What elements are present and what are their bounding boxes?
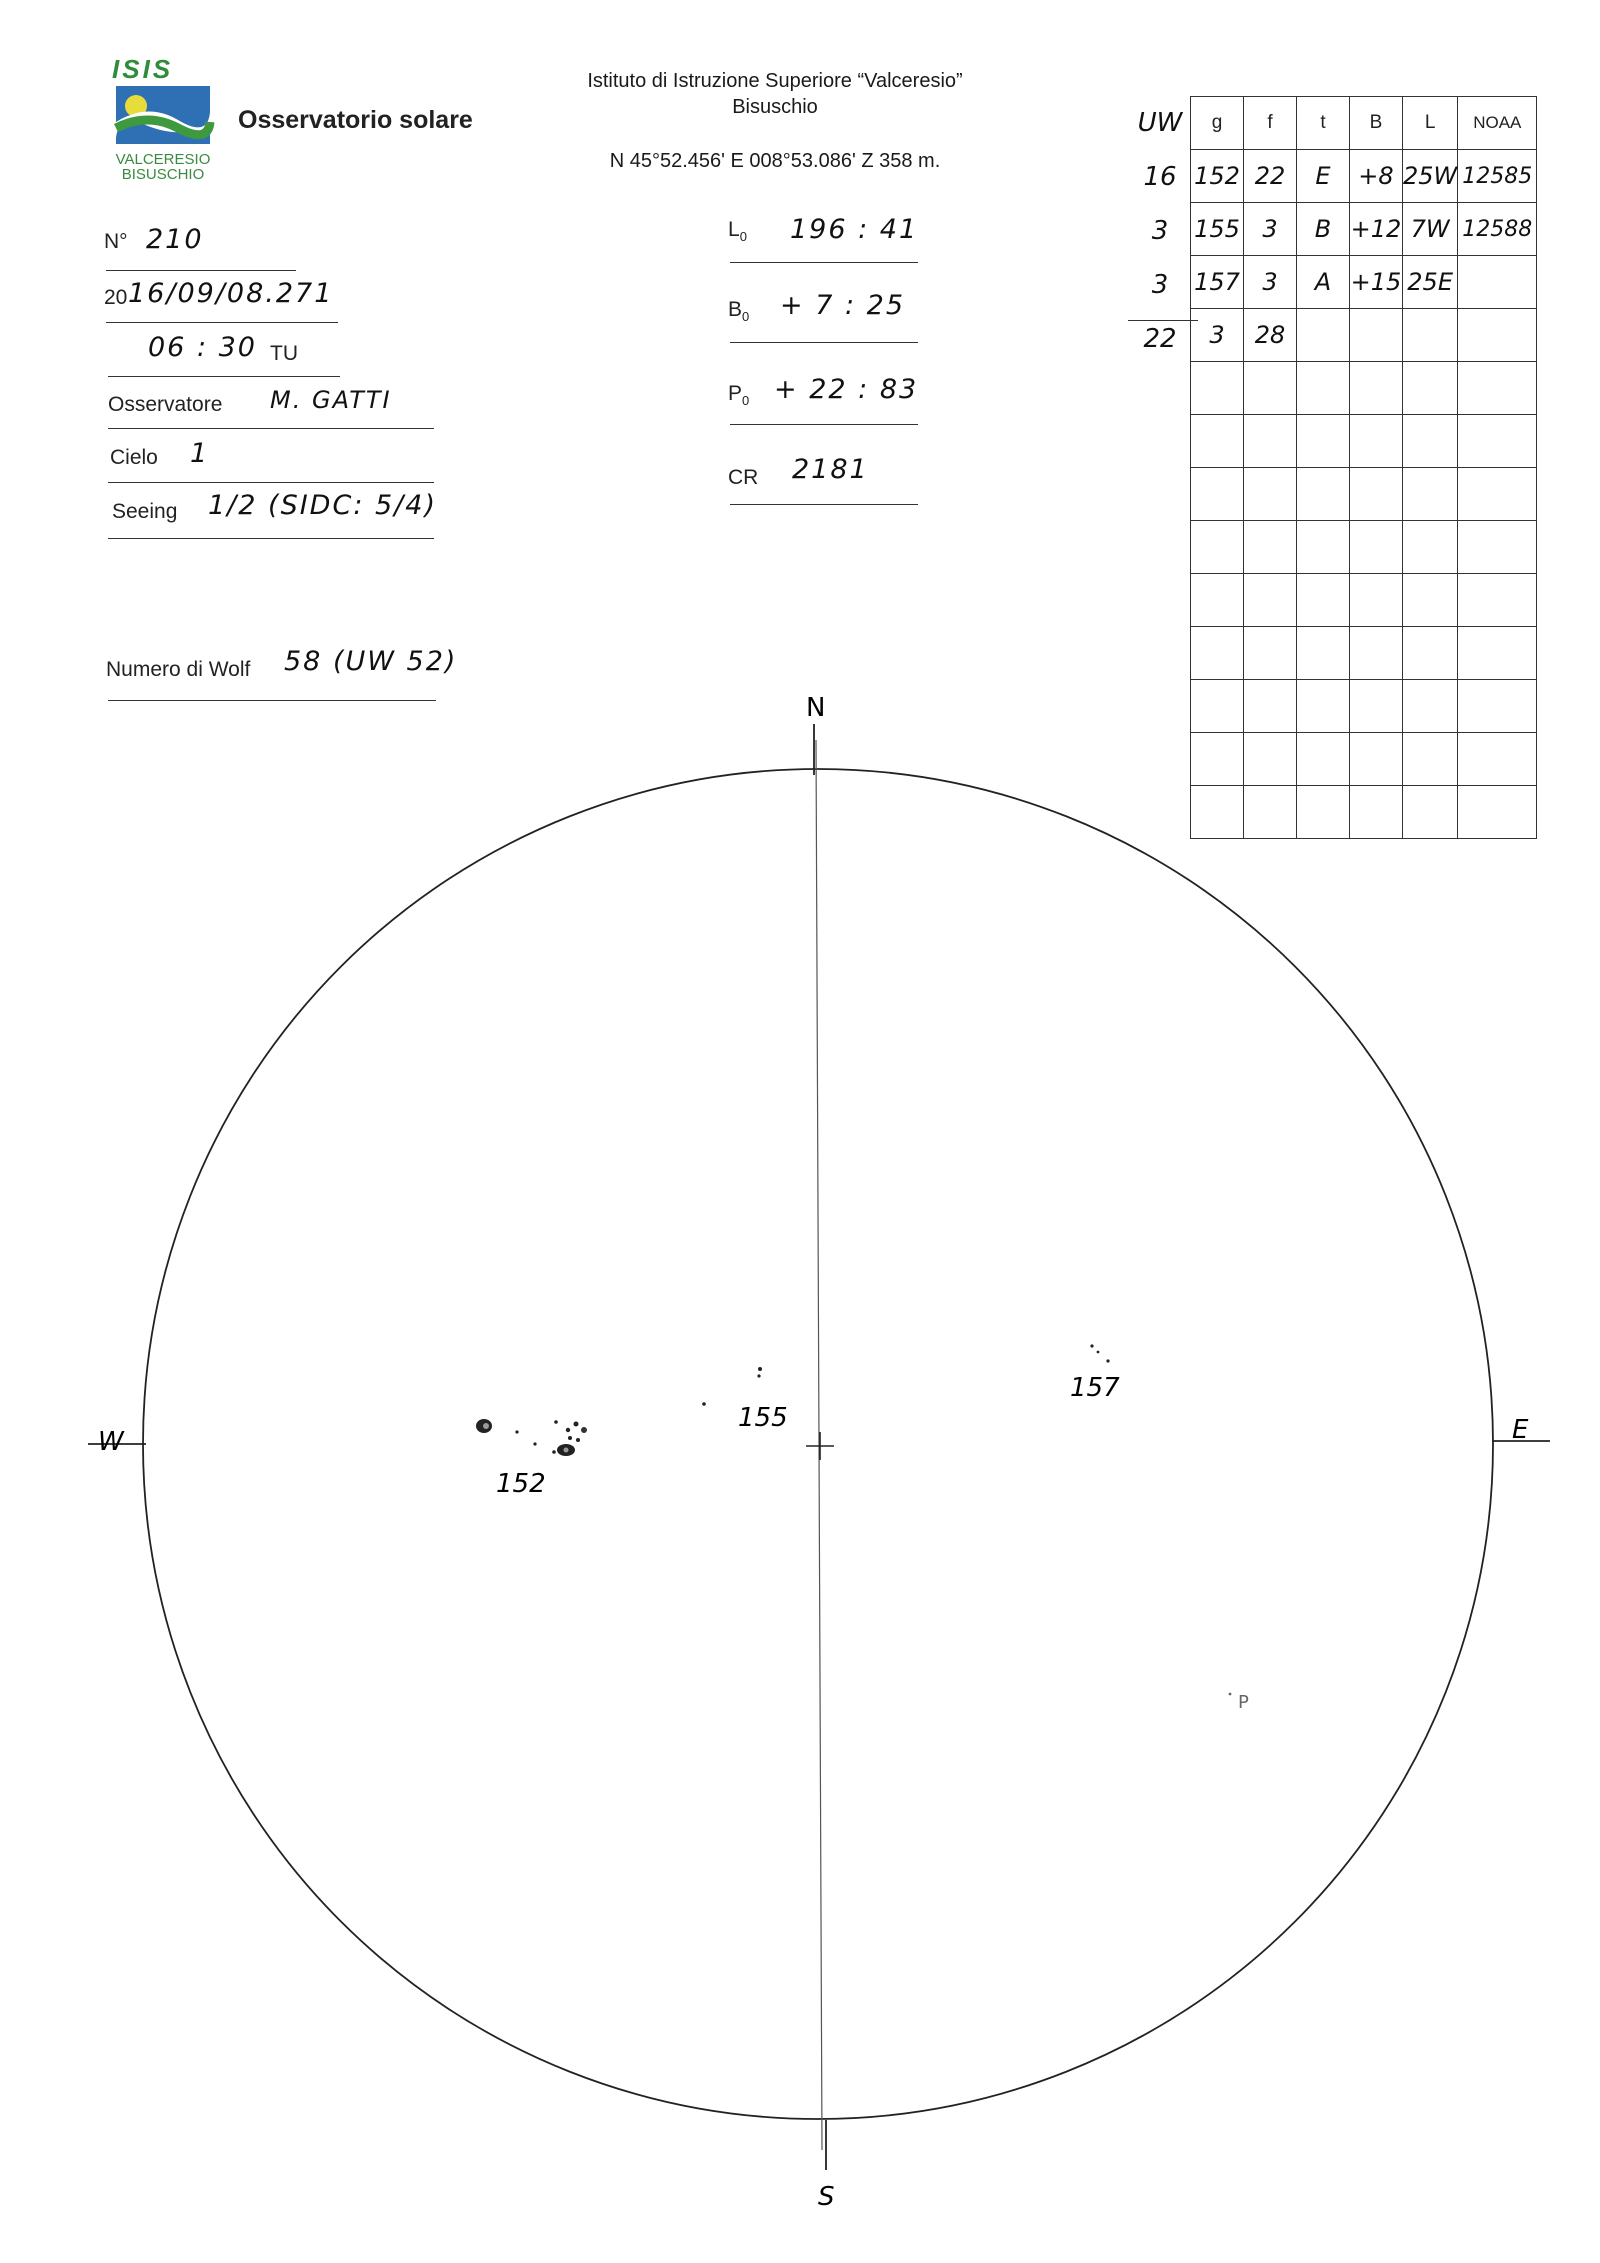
- uw-row-2: 3: [1151, 216, 1169, 246]
- cell-noaa: 12585: [1458, 150, 1537, 203]
- group-152-spots: [476, 1419, 587, 1456]
- institute-line1: Istituto di Istruzione Superiore “Valceresio”: [587, 70, 963, 92]
- l0-label: $L_0$: [728, 218, 747, 245]
- uw-header: UW: [1137, 108, 1183, 138]
- east-label: E: [1512, 1415, 1529, 1445]
- number-value: 210: [146, 224, 204, 255]
- faint-dot: [1229, 1693, 1232, 1696]
- south-label: S: [818, 2182, 835, 2212]
- cell-g: 157: [1191, 256, 1244, 309]
- date-prefix: 20: [104, 286, 128, 309]
- institute-line2: Bisuschio: [732, 96, 818, 118]
- b0-value: + 7 : 25: [780, 290, 906, 321]
- observer-label: Osservatore: [108, 393, 223, 416]
- group-157-spots: [1090, 1344, 1109, 1362]
- cell-noaa: 12588: [1458, 203, 1537, 256]
- header-noaa: NOAA: [1458, 97, 1537, 150]
- date-value: 16/09/08.271: [128, 278, 334, 309]
- group-152-label: 152: [496, 1469, 546, 1499]
- mark-p: P: [1238, 1692, 1249, 1713]
- cell-l: 7W: [1403, 203, 1458, 256]
- north-south-axis: [816, 740, 822, 2150]
- uw-row-3: 3: [1151, 270, 1169, 300]
- cell-b: +8: [1350, 150, 1403, 203]
- number-label: N°: [104, 230, 128, 253]
- solar-disk-outline: [143, 769, 1493, 2119]
- total-f: 28: [1244, 309, 1297, 362]
- l0-value: 196 : 41: [790, 214, 919, 245]
- cell-f: 22: [1244, 150, 1297, 203]
- cr-label: CR: [728, 466, 759, 489]
- logo-caption-line2: BISUSCHIO: [121, 166, 205, 183]
- header-l: L: [1403, 97, 1458, 150]
- cell-f: 3: [1244, 256, 1297, 309]
- cell-b: +15: [1350, 256, 1403, 309]
- group-155-spots: [702, 1367, 762, 1406]
- sky-label: Cielo: [110, 446, 158, 469]
- cr-value: 2181: [792, 454, 869, 485]
- group-157-label: 157: [1070, 1373, 1120, 1403]
- wolf-label: Numero di Wolf: [106, 658, 251, 681]
- cell-g: 152: [1191, 150, 1244, 203]
- b0-label: $B_0$: [728, 298, 750, 325]
- wolf-value: 58 (UW 52): [284, 646, 458, 677]
- west-label: W: [98, 1427, 124, 1457]
- time-unit: TU: [270, 342, 298, 365]
- p0-value: + 22 : 83: [774, 374, 919, 405]
- north-label: N: [806, 693, 826, 723]
- total-g: 3: [1191, 309, 1244, 362]
- cell-t: A: [1297, 256, 1350, 309]
- header-b: B: [1350, 97, 1403, 150]
- group-155-label: 155: [738, 1403, 788, 1433]
- cell-l: 25W: [1403, 150, 1458, 203]
- seeing-value: 1/2 (SIDC: 5/4): [208, 490, 437, 521]
- cell-b: +12: [1350, 203, 1403, 256]
- cell-t: E: [1297, 150, 1350, 203]
- p0-label: $P_0$: [728, 382, 750, 409]
- seeing-label: Seeing: [112, 500, 178, 523]
- page-title: Osservatorio solare: [238, 106, 473, 134]
- header-t: t: [1297, 97, 1350, 150]
- sky-value: 1: [190, 438, 210, 469]
- cell-t: B: [1297, 203, 1350, 256]
- observatory-coordinates: N 45°52.456' E 008°53.086' Z 358 m.: [609, 150, 941, 172]
- cell-l: 25E: [1403, 256, 1458, 309]
- uw-row-1: 16: [1143, 162, 1177, 192]
- logo-wordmark: ISIS: [112, 54, 174, 84]
- header-f: f: [1244, 97, 1297, 150]
- header-g: g: [1191, 97, 1244, 150]
- time-value: 06 : 30: [148, 332, 257, 363]
- cell-g: 155: [1191, 203, 1244, 256]
- cell-f: 3: [1244, 203, 1297, 256]
- uw-total: 22: [1143, 324, 1177, 354]
- observer-value: M. GATTI: [270, 386, 392, 414]
- logo-caption-line1: VALCERESIO: [115, 151, 211, 168]
